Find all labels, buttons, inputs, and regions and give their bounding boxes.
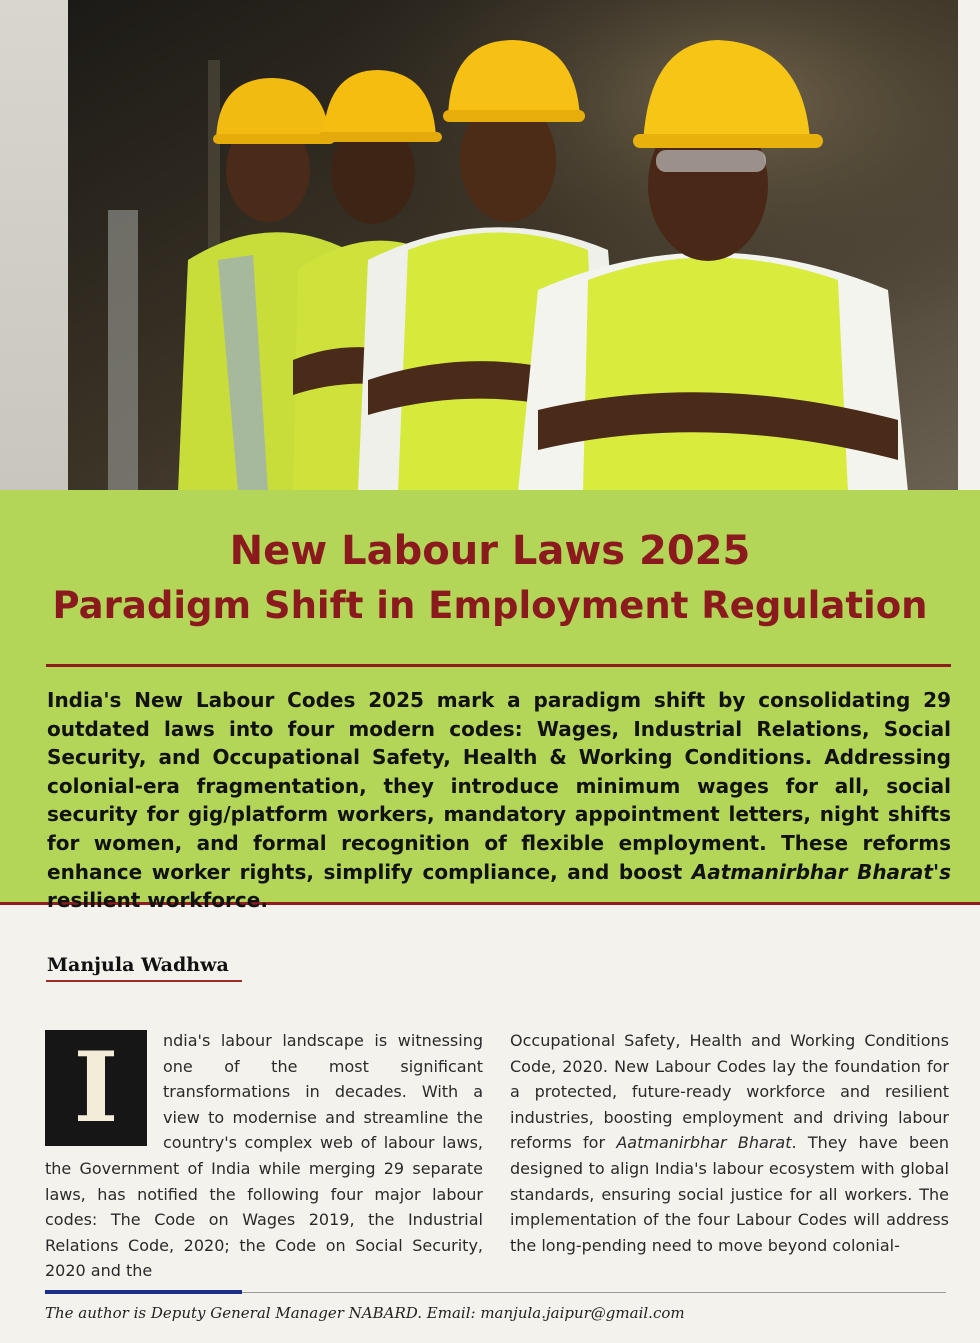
footnote-accent-rule <box>45 1290 242 1294</box>
workers-photo-illustration <box>68 0 958 492</box>
summary-text-end: resilient workforce. <box>47 888 268 913</box>
summary-text: India's New Labour Codes 2025 mark a paradigm shift by consolidating 29 outdated laws into four modern codes: Wages, Industrial Relations, Social Security, and Occupational Safety, Health & Working Conditions. Addressing colonial-era fragmentation, they introduce minimum wages for all, social security for gig/platform workers, mandatory appointment letters, night shifts for women, and formal recognition of flexible employment. These reforms enhance worker rights, simplify compliance, and boost <box>47 688 951 884</box>
author-byline: Manjula Wadhwa <box>47 954 229 976</box>
footnote-rule <box>242 1292 946 1293</box>
page-title: New Labour Laws 2025 <box>229 528 751 574</box>
body-left-text: ndia's labour landscape is witnessing one of the most significant transformations in decades. With a view to modernise and streamline the country's complex web of labour laws, the Government of India while merging 29 separate laws, has notified the following four major labour codes: The Code on Wages 2019, the Industrial Relations Code, 2020; the Code on Social Security, 2020 and the <box>45 1031 483 1281</box>
page-subtitle: Paradigm Shift in Employment Regulation <box>52 584 928 627</box>
drop-cap: I <box>45 1030 147 1146</box>
author-underline <box>46 980 242 982</box>
body-right-text-end: . They have been designed to align India's labour ecosystem with global standards, ensuring social justice for all workers. The implementation of the four Labour Codes will address the long-pending need to move beyond colonial- <box>510 1133 950 1255</box>
author-footnote: The author is Deputy General Manager NABARD. Email: manjula.jaipur@gmail.com <box>45 1304 685 1322</box>
article-summary <box>47 686 951 915</box>
title-divider <box>46 664 951 667</box>
body-column-left <box>45 1028 483 1284</box>
cover-photo <box>68 0 958 492</box>
body-right-emphasis: Aatmanirbhar Bharat <box>616 1133 792 1153</box>
summary-emphasis: Aatmanirbhar Bharat's <box>691 859 951 884</box>
body-right-text: Occupational Safety, Health and Working Conditions Code, 2020. New Labour Codes lay the foundation for a protected, future-ready workforce and resilient industries, boosting employment and driving labour reforms for <box>510 1031 949 1153</box>
body-column-right <box>510 1028 949 1258</box>
page-edge-strip <box>0 0 68 492</box>
